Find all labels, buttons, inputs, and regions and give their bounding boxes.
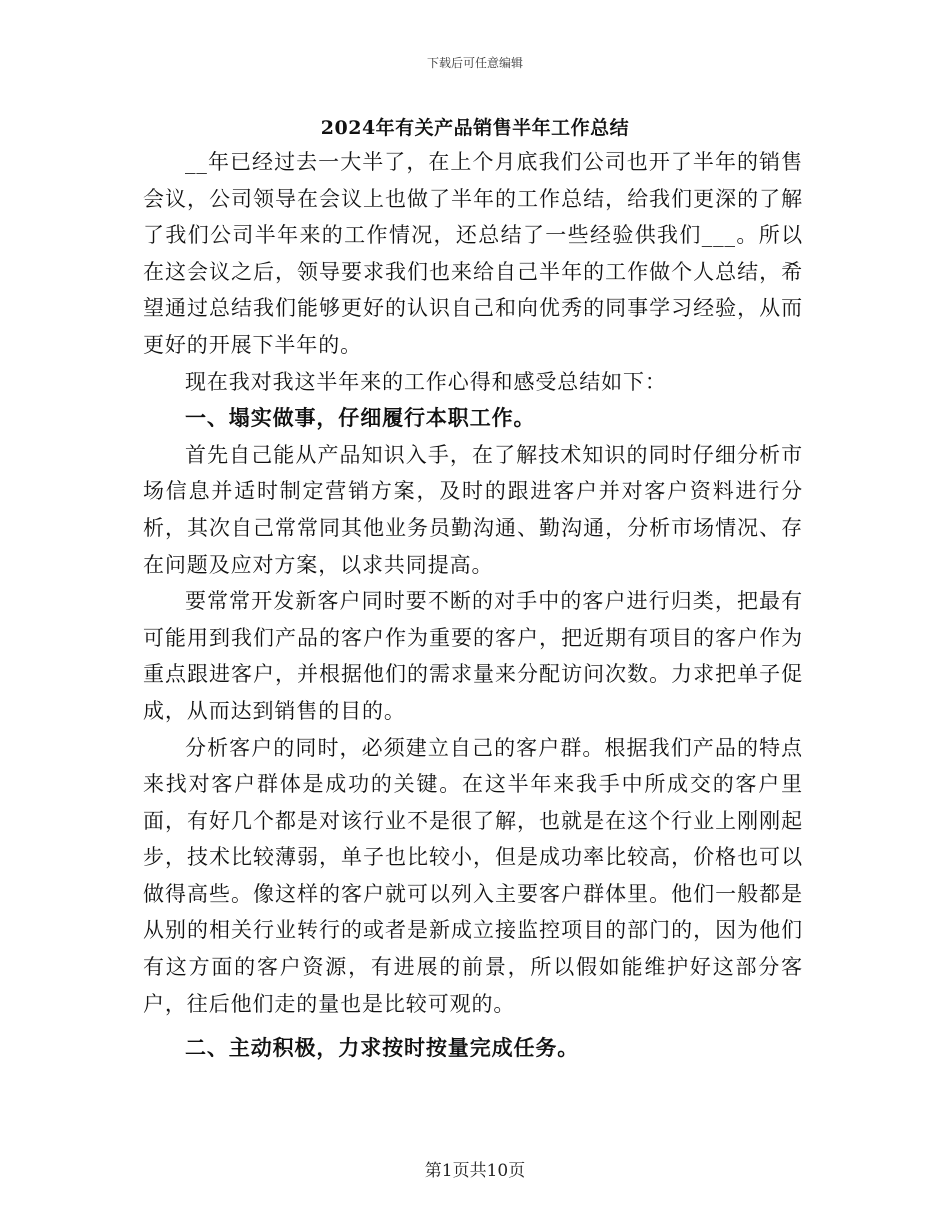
page-header-note: 下载后可任意编辑	[426, 56, 523, 70]
summary-lead-paragraph: 现在我对我这半年来的工作心得和感受总结如下：	[185, 369, 667, 394]
section-1-paragraph-1: 首先自己能从产品知识入手，在了解技术知识的同时仔细分析市场信息并适时制定营销方案，及时的跟进客户并对客户资料进行分析，其次自己常常同其他业务员勤沟通、勤沟通，分析市场情况、存在问题及应对方案，以求共同提高。	[143, 442, 803, 577]
section-heading-2: 二、主动积极，力求按时按量完成任务。	[185, 1035, 580, 1061]
document-body	[143, 144, 803, 1067]
page-number: 第1页共10页	[424, 1161, 526, 1181]
section-1-paragraph-2: 要常常开发新客户同时要不断的对手中的客户进行归类，把最有可能用到我们产品的客户作为重要的客户，把近期有项目的客户作为重点跟进客户，并根据他们的需求量来分配访问次数。力求把单子促成，从而达到销售的目的。	[143, 589, 803, 723]
intro-paragraph: __年已经过去一大半了，在上个月底我们公司也开了半年的销售会议，公司领导在会议上也做了半年的工作总结，给我们更深的了解了我们公司半年来的工作情况，还总结了一些经验供我们___。所以在这会议之后，领导要求我们也来给自己半年的工作做个人总结，希望通过总结我们能够更好的认识自己和向优秀的同事学习经验，从而更好的开展下半年的。	[143, 150, 803, 357]
document-title: 2024年有关产品销售半年工作总结	[320, 117, 630, 139]
section-1-paragraph-3: 分析客户的同时，必须建立自己的客户群。根据我们产品的特点来找对客户群体是成功的关键。在这半年来我手中所成交的客户里面，有好几个都是对该行业不是很了解，也就是在这个行业上刚刚起步，技术比较薄弱，单子也比较小，但是成功率比较高，价格也可以做得高些。像这样的客户就可以列入主要客户群体里。他们一般都是从别的相关行业转行的或者是新成立接监控项目的部门的，因为他们有这方面的客户资源，有进展的前景，所以假如能维护好这部分客户，往后他们走的量也是比较可观的。	[143, 735, 803, 1016]
section-heading-1: 一、塌实做事，仔细履行本职工作。	[185, 405, 536, 431]
